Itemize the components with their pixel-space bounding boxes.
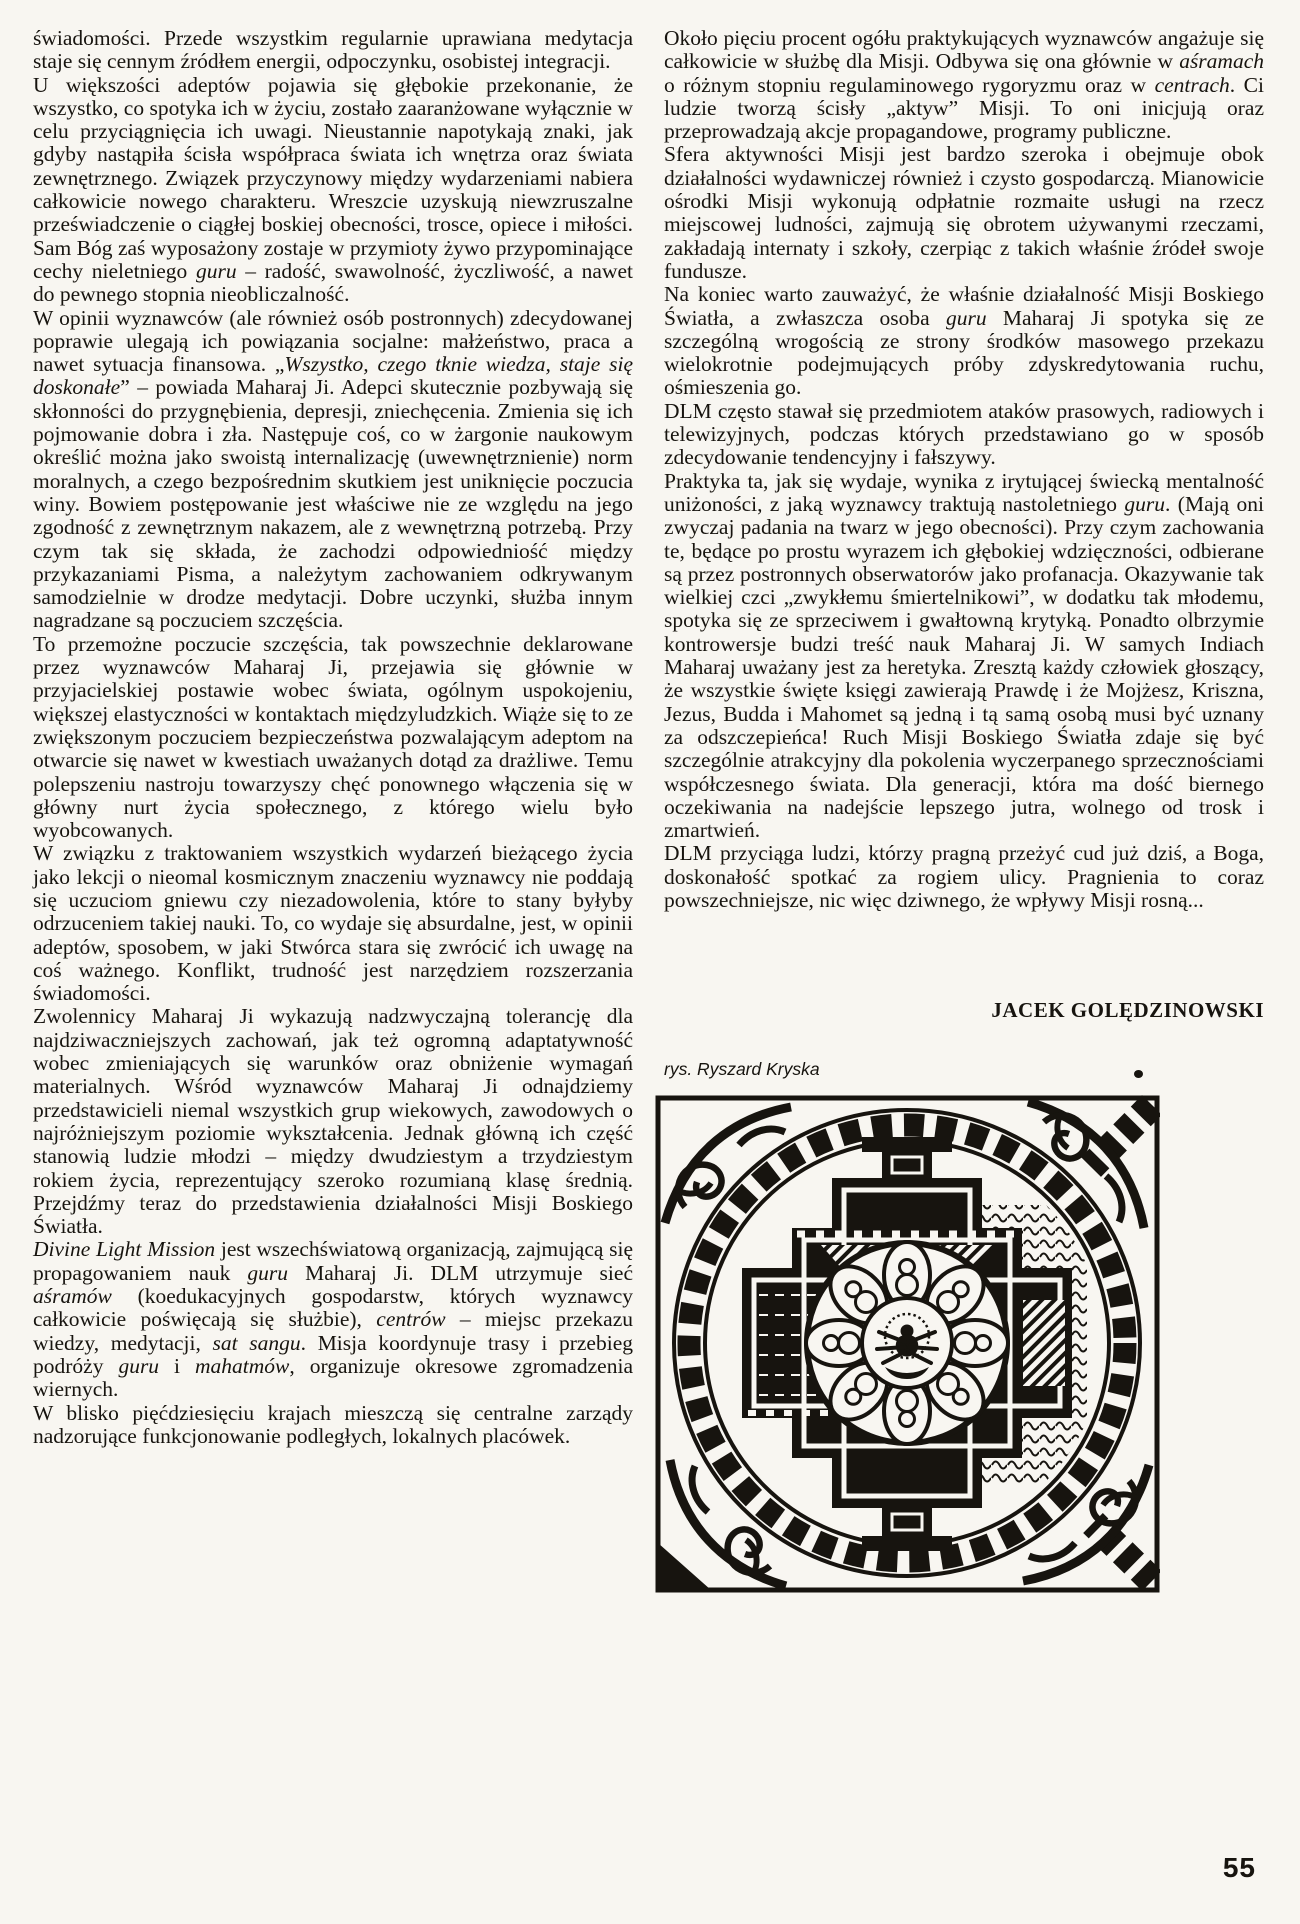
paragraph: To przemożne poczucie szczęścia, tak powszechnie deklarowane przez wyznawców Maharaj Ji, przejawia się głównie w przyjacielskiej postawie wobec świata, ogólnym uspokojeniu, większej elastyczności w kontaktach międzyludzkich. Wiąże się to ze zwiększonym poczuciem bezpieczeństwa pozwalającym adeptom na otwarcie się nawet w kwestiach uważanych dotąd za drażliwe. Temu polepszeniu nastroju towarzyszy chęć ponownego włączenia się w główny nurt życia społecznego, z którego wielu było wyobcowanych. <box>33 631 633 843</box>
paragraph: Praktyka ta, jak się wydaje, wynika z irytującej świecką mentalność uniżoności, z jaką wyznawcy traktują nastoletniego guru. (Mają oni zwyczaj padania na twarz w jego obecności). Przy czym zachowania te, będące po prostu wyrazem ich głębokiej wdzięczności, odbierane są przez postronnych obserwatorów jako profanacja. Okazywanie tak wielkiej czci „zwykłemu śmiertelnikowi”, w dodatku tak młodemu, spotyka się ze sprzeciwem i gwałtowną krytyką. Ponadto olbrzymie kontrowersje budzi treść nauk Maharaj Ji. W samych Indiach Maharaj uważany jest za heretyka. Zresztą każdy człowiek głoszący, że wszystkie święte księgi zawierają Prawdę i że Mojżesz, Kriszna, Jezus, Budda i Mahomet są jedną i tą samą osobą musi być uznany za odszczepieńca! Ruch Misji Boskiego Światła zdaje się być szczególnie atrakcyjny dla pokolenia wyczerpanego sprzecznościami współczesnego świata. Dla generacji, która ma dość biernego oczekiwania na nadejście lepszego jutra, wolnego od trosk i zmartwień. <box>664 468 1264 843</box>
mandala-illustration <box>655 1095 1160 1595</box>
paragraph: DLM przyciąga ludzi, którzy pragną przeżyć cud już dziś, a Boga, doskonałość spotkać za rogiem ulicy. Pragnienia to coraz powszechniejsze, nic więc dziwnego, że wpływy Misji rosną... <box>664 841 1264 912</box>
article-body <box>33 27 1264 1595</box>
paragraph: W blisko pięćdziesięciu krajach mieszczą się centralne zarządy nadzorujące funkcjonowanie podległych, lokalnych placówek. <box>33 1400 633 1448</box>
paragraph: Sfera aktywności Misji jest bardzo szeroka i obejmuje obok działalności wydawniczej również i czysto gospodarczą. Mianowicie ośrodki Misji wykonują odpłatnie rozmaite usługi na rzecz miejscowej ludności, zajmują się obrotem używanymi rzeczami, zakładają internaty i szkoły, czerpiąc z takich właśnie źródeł swoje fundusze. <box>664 142 1264 283</box>
paragraph: Zwolennicy Maharaj Ji wykazują nadzwyczajną tolerancję dla najdziwaczniejszych zachowań, jak też ogromną adaptatywność wobec zmieniających się warunków oraz obniżenie wymagań materialnych. Wśród wyznawców Maharaj Ji odnajdziemy przedstawicieli niemal wszystkich grup wiekowych, zawodowych o najróżniejszym poziomie wykształcenia. Jednak główną ich część stanowią ludzie młodzi – między dwudziestym a trzydziestym rokiem życia, reprezentujący szeroko rozumianą klasę średnią. Przejdźmy teraz do przedstawienia działalności Misji Boskiego Światła. <box>33 1004 633 1239</box>
paragraph: W związku z traktowaniem wszystkich wydarzeń bieżącego życia jako lekcji o nieomal kosmicznym znaczeniu wyznawcy nie poddają się uczuciom gniewu czy niezadowolenia, które to stany byłyby odrzuceniem takiej nauki. To, co wydaje się absurdalne, jest, w opinii adeptów, sposobem, w jaki Stwórca stara się zwrócić ich uwagę na coś ważnego. Konflikt, trudność jest narzędziem rozszerzania świadomości. <box>33 841 633 1006</box>
left-column <box>33 27 633 1595</box>
page-number: 55 <box>1222 1852 1256 1883</box>
paragraph: Divine Light Mission jest wszechświatową organizacją, zajmującą się propagowaniem nauk guru Maharaj Ji. DLM utrzymuje sieć aśramów (koedukacyjnych gospodarstw, których wyznawcy całkowicie poświęcają się służbie), centrów – miejsc przekazu wiedzy, medytacji, sat sangu. Misja koordynuje trasy i przebieg podróży guru i mahatmów, organizuje okresowe zgromadzenia wiernych. <box>33 1237 634 1402</box>
paragraph: DLM często stawał się przedmiotem ataków prasowych, radiowych i telewizyjnych, podczas których przedstawiano go w sposób zdecydowanie tendencyjny i fałszywy. <box>664 398 1264 470</box>
right-column <box>664 27 1264 1595</box>
illustration-credit-row <box>664 1059 1264 1085</box>
paragraph: Na koniec warto zauważyć, że właśnie działalność Misji Boskiego Światła, a zwłaszcza osoba guru Maharaj Ji spotyka się ze szczególną wrogością ze strony środków masowego przekazu wielokrotnie podejmujących próby zdyskredytowania ruchu, ośmieszenia go. <box>664 282 1264 400</box>
paragraph: Około pięciu procent ogółu praktykujących wyznawców angażuje się całkowicie w służbę dla Misji. Odbywa się ona głównie w aśramach o różnym stopniu regulaminowego rygoryzmu oraz w centrach. Ci ludzie tworzą ścisły „aktyw” Misji. To oni inicjują oraz przeprowadzają akcje propagandowe, programy publiczne. <box>664 26 1264 144</box>
paragraph: W opinii wyznawców (ale również osób postronnych) zdecydowanej poprawie ulegają ich powiązania socjalne: małżeństwo, praca a nawet sytuacja finansowa. „Wszystko, czego tknie wiedza, staje się doskonałe” – powiada Maharaj Ji. Adepci skutecznie pozbywają się skłonności do przygnębienia, depresji, zniechęcenia. Zmienia się ich pojmowanie dobra i zła. Następuje coś, co w żargonie naukowym określić można jako swoistą internalizację (uwewnętrznienie) norm moralnych, a czego bezpośrednim skutkiem jest uniknięcie poczucia winy. Bowiem postępowanie jest właściwe nie ze względu na jego zgodność z zewnętrznym nakazem, ale z wewnętrzną potrzebą. Przy czym tak się składa, że zachodzi odpowiedniość między przykazaniami Pisma, a należytym zachowaniem odkrywanym samodzielnie w drodze medytacji. Dobre uczynki, służba innym nagradzane są poczuciem szczęścia. <box>33 305 633 633</box>
paragraph: U większości adeptów pojawia się głębokie przekonanie, że wszystko, co spotyka ich w życiu, zostało zaaranżowane wyłącznie w celu przyciągnięcia ich uwagi. Nieustannie napotykają znaki, jak gdyby nastąpiła ścisła współpraca świata ich wnętrza oraz świata zewnętrznego. Związek przyczynowy między wydarzeniami nabiera całkowicie nowego charakteru. Wreszcie uzyskują niewzruszalne przeświadczenie o ciągłej boskiej obecności, trosce, opiece i miłości. Sam Bóg zaś wyposażony zostaje w przymioty żywo przypominające cechy nieletniego guru – radość, swawolność, życzliwość, a nawet do pewnego stopnia nieobliczalność. <box>33 72 633 307</box>
paragraph: świadomości. Przede wszystkim regularnie uprawiana medytacja staje się cennym źródłem energii, odpoczynku, osobistej integracji. <box>33 26 633 74</box>
ink-dot <box>1134 1070 1143 1078</box>
author-byline: JACEK GOLĘDZINOWSKI <box>991 998 1264 1023</box>
illustration-credit: rys. Ryszard Kryska <box>664 1059 820 1080</box>
